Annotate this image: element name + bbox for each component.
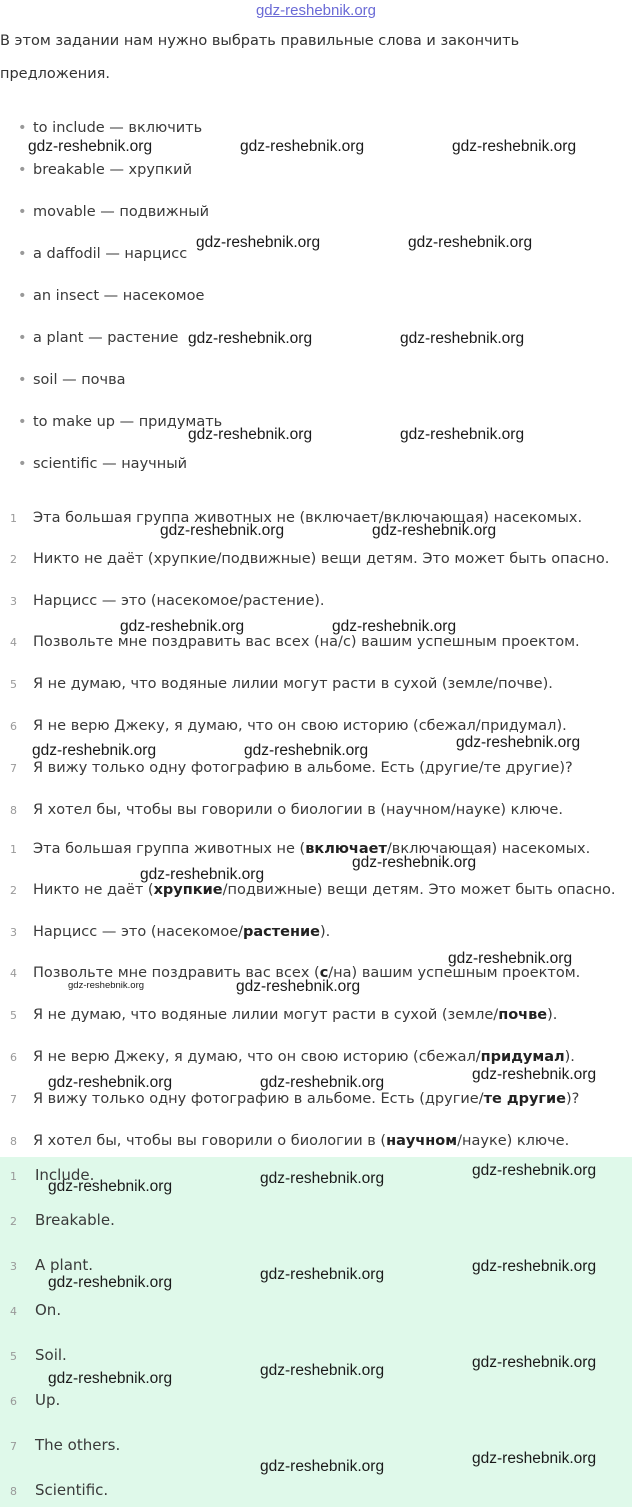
watermark: gdz-reshebnik.org xyxy=(408,234,533,251)
watermark: gdz-reshebnik.org xyxy=(196,234,321,251)
watermark: gdz-reshebnik.org xyxy=(260,1458,385,1475)
vocab-item: • a plant — растение xyxy=(18,330,179,346)
chosen-word: придумал xyxy=(480,1049,565,1065)
watermark: gdz-reshebnik.org xyxy=(32,742,157,759)
translation-item: 8 Я хотел бы, чтобы вы говорили о биологии в (научном/науке) ключе. xyxy=(10,802,563,818)
watermark: gdz-reshebnik.org xyxy=(452,138,577,155)
answer-item: 7 The others. xyxy=(10,1436,121,1454)
vocab-item: • an insect — насекомое xyxy=(18,288,205,304)
translation-item: 6 Я не верю Джеку, я думаю, что он свою историю (сбежал/придумал). xyxy=(10,718,567,734)
chosen-word: растение xyxy=(243,924,321,940)
watermark: gdz-reshebnik.org xyxy=(332,618,457,635)
watermark: gdz-reshebnik.org xyxy=(260,1170,385,1187)
bullet-icon: • xyxy=(18,330,27,346)
solved-item: 5 Я не думаю, что водяные лилии могут расти в сухой (земле/почве). xyxy=(10,1007,558,1023)
watermark: gdz-reshebnik.org xyxy=(400,330,525,347)
watermark: gdz-reshebnik.org xyxy=(48,1178,173,1195)
vocab-item: • movable — подвижный xyxy=(18,204,210,220)
vocab-item: • to make up — придумать xyxy=(18,414,223,430)
solved-item: 6 Я не верю Джеку, я думаю, что он свою историю (сбежал/придумал). xyxy=(10,1049,575,1065)
solved-item: 4 Позвольте мне поздравить вас всех (с/на) вашим успешным проектом. xyxy=(10,965,581,981)
watermark: gdz-reshebnik.org xyxy=(240,138,365,155)
answer-item: 8 Scientific. xyxy=(10,1481,109,1499)
watermark: gdz-reshebnik.org xyxy=(244,742,369,759)
watermark: gdz-reshebnik.org xyxy=(48,1074,173,1091)
translation-item: 7 Я вижу только одну фотографию в альбоме. Есть (другие/те другие)? xyxy=(10,760,573,776)
chosen-word: те другие xyxy=(483,1091,566,1107)
chosen-word: почве xyxy=(498,1007,548,1023)
watermark: gdz-reshebnik.org xyxy=(472,1162,597,1179)
intro-line-1: В этом задании нам нужно выбрать правильные слова и закончить xyxy=(0,33,520,49)
solved-item: 7 Я вижу только одну фотографию в альбоме. Есть (другие/те другие)? xyxy=(10,1091,580,1107)
vocab-item: • a daffodil — нарцисс xyxy=(18,246,188,262)
bullet-icon: • xyxy=(18,456,27,472)
watermark: gdz-reshebnik.org xyxy=(400,426,525,443)
vocab-item: • scientific — научный xyxy=(18,456,188,472)
watermark: gdz-reshebnik.org xyxy=(120,618,245,635)
watermark: gdz-reshebnik.org xyxy=(140,866,265,883)
bullet-icon: • xyxy=(18,288,27,304)
chosen-word: научном xyxy=(386,1133,458,1149)
watermark: gdz-reshebnik.org xyxy=(456,734,581,751)
bullet-icon: • xyxy=(18,204,27,220)
watermark: gdz-reshebnik.org xyxy=(48,1274,173,1291)
answer-item: 5 Soil. xyxy=(10,1346,67,1364)
site-title[interactable]: gdz-reshebnik.org xyxy=(255,2,377,19)
translation-item: 3 Нарцисс — это (насекомое/растение). xyxy=(10,593,325,609)
watermark: gdz-reshebnik.org xyxy=(472,1354,597,1371)
watermark: gdz-reshebnik.org xyxy=(472,1258,597,1275)
bullet-icon: • xyxy=(18,246,27,262)
watermark: gdz-reshebnik.org xyxy=(260,1074,385,1091)
solved-item: 2 Никто не даёт (хрупкие/подвижные) вещи детям. Это может быть опасно. xyxy=(10,882,616,898)
watermark: gdz-reshebnik.org xyxy=(160,522,285,539)
solved-item: 8 Я хотел бы, чтобы вы говорили о биологии в (научном/науке) ключе. xyxy=(10,1133,570,1149)
bullet-icon: • xyxy=(18,414,27,430)
chosen-word: включает xyxy=(305,841,387,857)
watermark: gdz-reshebnik.org xyxy=(236,978,361,995)
watermark: gdz-reshebnik.org xyxy=(472,1066,597,1083)
watermark: gdz-reshebnik.org xyxy=(188,426,313,443)
answer-item: 6 Up. xyxy=(10,1391,61,1409)
translation-item: 5 Я не думаю, что водяные лилии могут расти в сухой (земле/почве). xyxy=(10,676,553,692)
chosen-word: хрупкие xyxy=(153,882,223,898)
bullet-icon: • xyxy=(18,162,27,178)
answer-item: 3 A plant. xyxy=(10,1256,94,1274)
watermark: gdz-reshebnik.org xyxy=(188,330,313,347)
watermark: gdz-reshebnik.org xyxy=(68,980,145,991)
solved-item: 1 Эта большая группа животных не (включает/включающая) насекомых. xyxy=(10,841,591,857)
bullet-icon: • xyxy=(18,372,27,388)
vocab-item: • breakable — хрупкий xyxy=(18,162,193,178)
bullet-icon: • xyxy=(18,120,27,136)
translation-item: 1 Эта большая группа животных не (включает/включающая) насекомых. xyxy=(10,510,583,526)
watermark: gdz-reshebnik.org xyxy=(260,1362,385,1379)
watermark: gdz-reshebnik.org xyxy=(28,138,153,155)
watermark: gdz-reshebnik.org xyxy=(48,1370,173,1387)
watermark: gdz-reshebnik.org xyxy=(260,1266,385,1283)
watermark: gdz-reshebnik.org xyxy=(448,950,573,967)
answer-item: 4 On. xyxy=(10,1301,62,1319)
answer-item: 2 Breakable. xyxy=(10,1211,115,1229)
translation-item: 2 Никто не даёт (хрупкие/подвижные) вещи детям. Это может быть опасно. xyxy=(10,551,610,567)
watermark: gdz-reshebnik.org xyxy=(372,522,497,539)
solved-item: 3 Нарцисс — это (насекомое/растение). xyxy=(10,924,331,940)
chosen-word: с xyxy=(319,965,329,981)
translation-item: 4 Позвольте мне поздравить вас всех (на/с) вашим успешным проектом. xyxy=(10,634,580,650)
vocab-item: • to include — включить xyxy=(18,120,203,136)
answer-item: 1 Include. xyxy=(10,1166,95,1184)
vocab-item: • soil — почва xyxy=(18,372,126,388)
watermark: gdz-reshebnik.org xyxy=(472,1450,597,1467)
intro-line-2: предложения. xyxy=(0,66,110,82)
watermark: gdz-reshebnik.org xyxy=(352,854,477,871)
